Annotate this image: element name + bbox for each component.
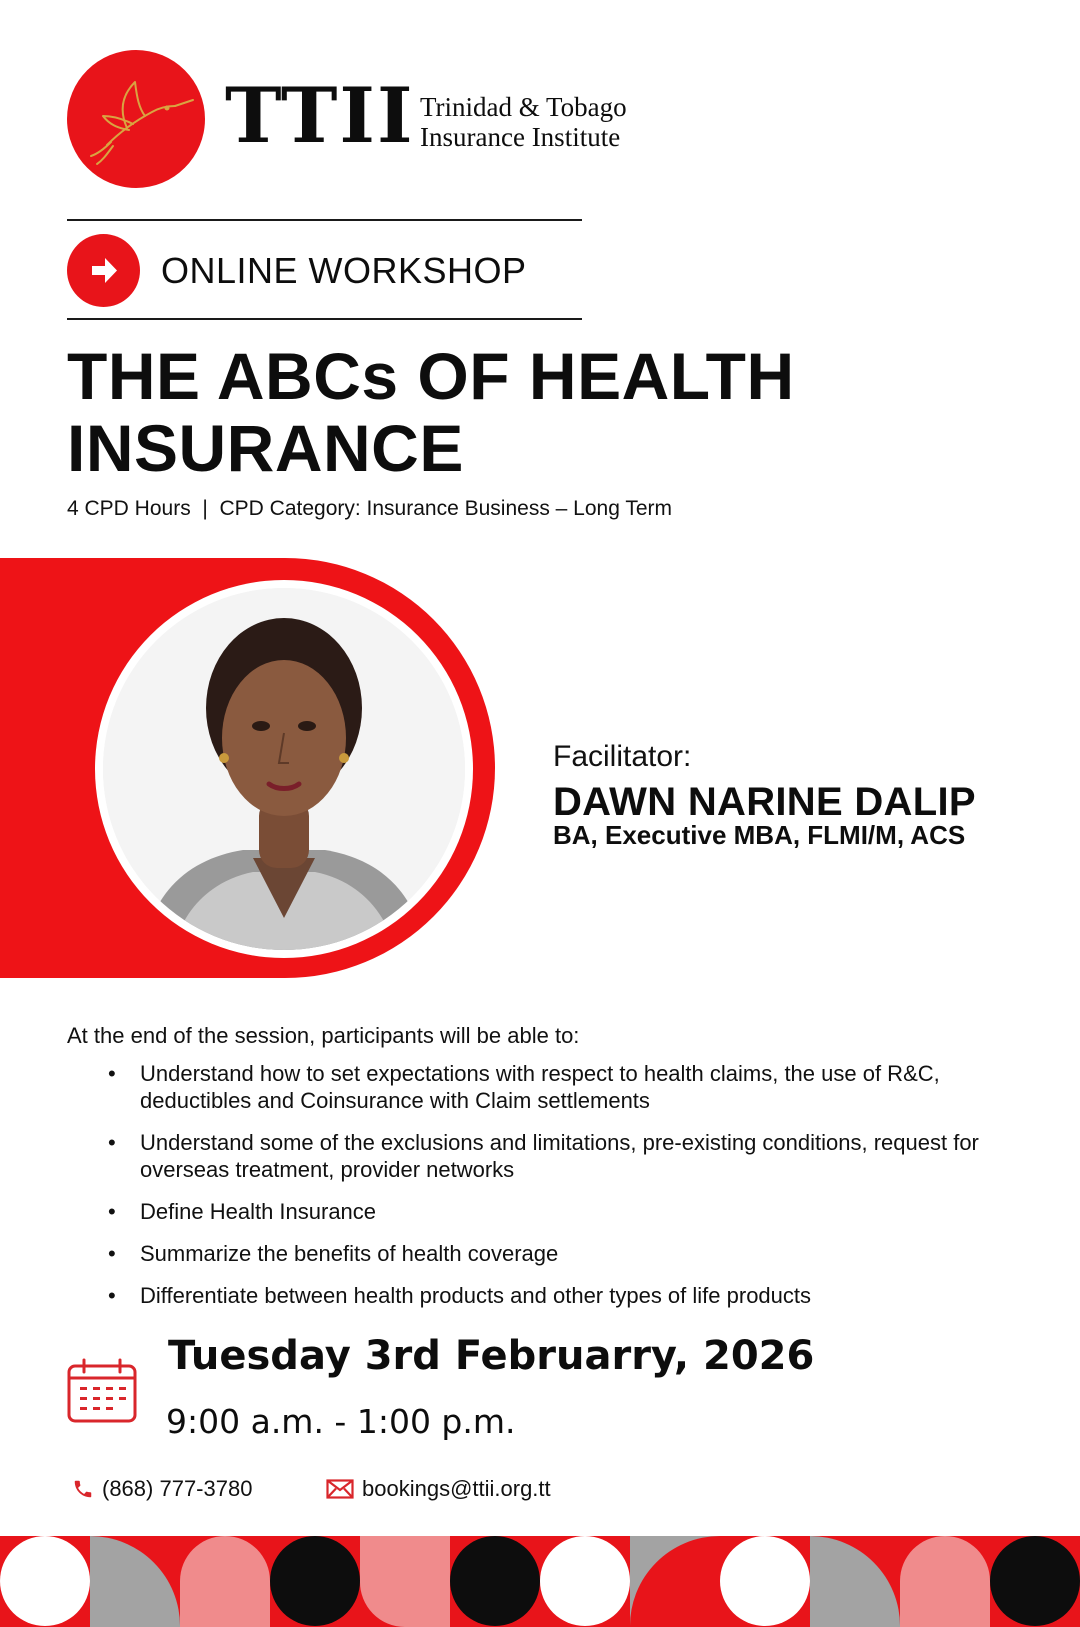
email-contact[interactable] [326,1476,551,1502]
event-title [67,340,827,484]
objectives-list [108,1060,1008,1324]
event-date: Tuesday 3rd Februarry, 2026 [168,1333,815,1379]
brand-name [420,92,627,152]
objectives-intro: At the end of the session, participants will be able to: [67,1023,580,1048]
facilitator-name: DAWN NARINE DALIP [553,780,976,824]
decorative-footer-pattern [0,1536,1080,1627]
list-item: • Understand some of the exclusions and limitations, pre-existing conditions, request for overseas treatment, provider networks [108,1129,1008,1183]
cpd-info: 4 CPD Hours | CPD Category: Insurance Business – Long Term [67,497,673,520]
facilitator-photo [103,588,465,950]
event-title-line2: INSURANCE [67,411,464,485]
hummingbird-logo-icon [67,50,205,188]
calendar-icon [66,1358,138,1424]
list-item: • Summarize the benefits of health coverage [108,1240,1008,1267]
event-time: 9:00 a.m. - 1:00 p.m. [166,1402,516,1441]
arrow-right-icon [67,234,140,307]
phone-icon [72,1478,94,1500]
phone-number: (868) 777-3780 [102,1476,253,1501]
facilitator-credentials: BA, Executive MBA, FLMI/M, ACS [553,820,966,850]
event-title-line1: THE ABCs OF HEALTH [67,339,795,413]
email-address: bookings@ttii.org.tt [362,1476,551,1501]
brand-name-line2: Insurance Institute [420,122,621,152]
divider-top [67,219,582,221]
list-item: • Define Health Insurance [108,1198,1008,1225]
facilitator-label: Facilitator: [553,740,692,773]
divider-bottom [67,318,582,320]
brand-name-line1: Trinidad & Tobago [420,92,627,122]
brand-acronym: TTII [225,71,415,160]
list-item: • Differentiate between health products and other types of life products [108,1282,1008,1309]
envelope-icon [326,1479,354,1499]
phone-contact[interactable] [72,1476,252,1502]
list-item: • Understand how to set expectations with respect to health claims, the use of R&C, deductibles and Coinsurance with Claim settlements [108,1060,1008,1114]
event-format: ONLINE WORKSHOP [161,250,527,291]
